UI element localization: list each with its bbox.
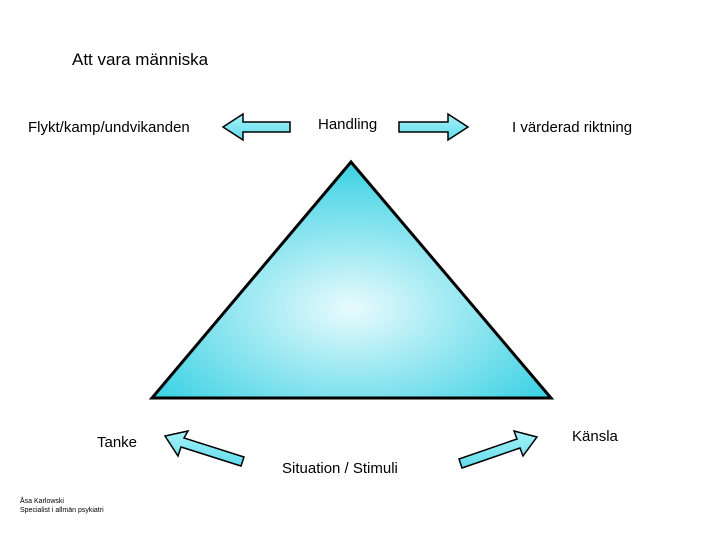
bottom-left-arrow-icon [165,431,244,466]
bottom-right-arrow-icon [459,431,537,468]
left-arrow-icon [223,114,290,140]
label-avoidance: Flykt/kamp/undvikanden [28,119,190,136]
credit-name: Åsa Karlowski [20,498,64,505]
credit-title: Specialist i allmän psykiatri [20,507,104,514]
right-arrow-icon [399,114,468,140]
label-thought: Tanke [97,434,138,451]
author-credit [20,497,104,515]
diagram-title: Att vara människa [72,50,209,69]
triangle-shape [152,162,551,398]
label-feeling: Känsla [572,428,618,445]
label-situation: Situation / Stimuli [282,460,398,477]
label-valued-direction: I värderad riktning [512,119,633,136]
label-action: Handling [318,116,378,133]
